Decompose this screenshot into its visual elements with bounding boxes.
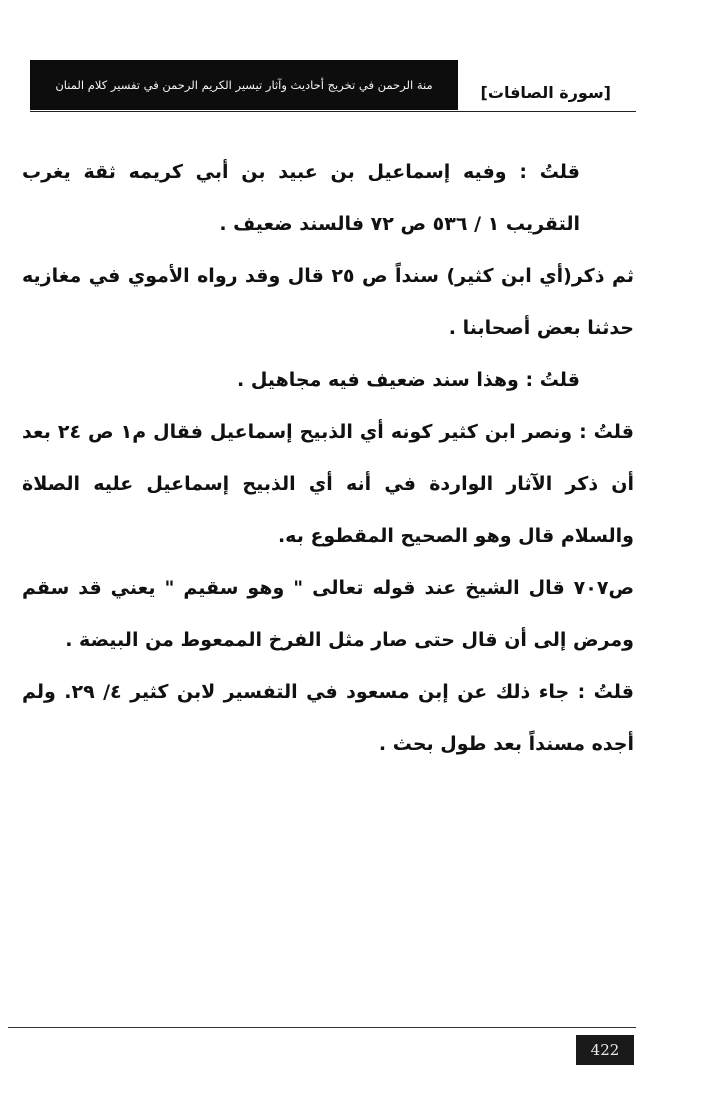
- footer-divider: [8, 1027, 636, 1028]
- page-number: 422: [576, 1035, 634, 1065]
- book-title-banner: [30, 60, 458, 110]
- paragraph: قلتُ : وفيه إسماعيل بن عبيد بن أبي كريمه ثقة يغرب التقريب ١ / ٥٣٦ ص ٧٢ فالسند ضعيف .: [22, 161, 580, 235]
- paragraph: قلتُ : جاء ذلك عن إبن مسعود في التفسير لابن كثير ٤/ ٢٩. ولم أجده مسنداً بعد طول بحث .: [22, 681, 634, 755]
- book-title: منة الرحمن في تخريج أحاديث وآثار تيسير الكريم الرحمن في تفسير كلام المنان: [55, 78, 433, 92]
- paragraph: قلتُ : ونصر ابن كثير كونه أي الذبيح إسماعيل فقال م١ ص ٢٤ بعد أن ذكر الآثار الواردة في أنه أي الذبيح إسماعيل عليه الصلاة والسلام قال وهو الصحيح المقطوع به.: [22, 421, 634, 547]
- paragraph: ثم ذكر(أي ابن كثير) سنداً ص ٢٥ قال وقد رواه الأموي في مغازيه حدثنا بعض أصحابنا .: [22, 265, 634, 339]
- page-body: [22, 146, 634, 770]
- paragraph: ص٧٠٧ قال الشيخ عند قوله تعالى " وهو سقيم " يعني قد سقم ومرض إلى أن قال حتى صار مثل الفرخ الممعوط من البيضة .: [22, 577, 634, 651]
- paragraph: قلتُ : وهذا سند ضعيف فيه مجاهيل .: [237, 369, 580, 391]
- surah-label: [سورة الصافات]: [480, 83, 611, 102]
- header-divider: [30, 111, 636, 112]
